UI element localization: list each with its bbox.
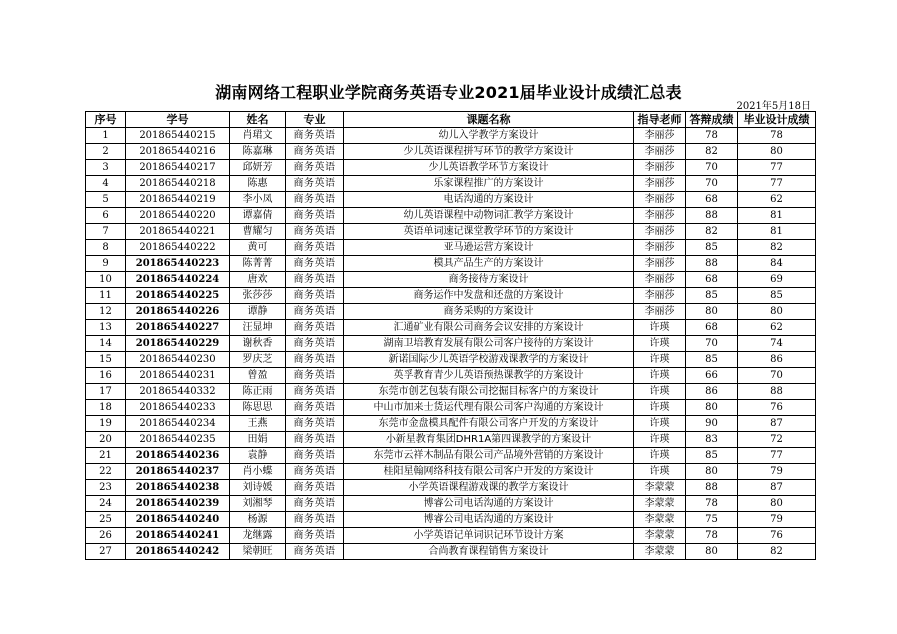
cell-advisor: 许瑛 bbox=[634, 448, 686, 464]
cell-no: 11 bbox=[86, 288, 126, 304]
table-row bbox=[86, 288, 816, 304]
cell-final-score: 78 bbox=[738, 128, 816, 144]
cell-defense-score: 85 bbox=[686, 352, 738, 368]
cell-student-id: 201865440219 bbox=[126, 192, 230, 208]
cell-defense-score: 68 bbox=[686, 272, 738, 288]
cell-topic: 汇通矿业有限公司商务会议安排的方案设计 bbox=[344, 320, 634, 336]
cell-student-id: 201865440215 bbox=[126, 128, 230, 144]
cell-advisor: 许瑛 bbox=[634, 400, 686, 416]
cell-major: 商务英语 bbox=[286, 208, 344, 224]
cell-student-id: 201865440227 bbox=[126, 320, 230, 336]
cell-name: 罗庆芝 bbox=[230, 352, 286, 368]
cell-name: 梁朝旺 bbox=[230, 544, 286, 560]
table-row bbox=[86, 496, 816, 512]
cell-no: 20 bbox=[86, 432, 126, 448]
cell-student-id: 201865440241 bbox=[126, 528, 230, 544]
cell-advisor: 李丽莎 bbox=[634, 272, 686, 288]
cell-no: 3 bbox=[86, 160, 126, 176]
col-header-name: 姓名 bbox=[230, 112, 286, 128]
cell-advisor: 李丽莎 bbox=[634, 144, 686, 160]
cell-no: 14 bbox=[86, 336, 126, 352]
cell-name: 王燕 bbox=[230, 416, 286, 432]
cell-topic: 少儿英语课程拼写环节的教学方案设计 bbox=[344, 144, 634, 160]
cell-student-id: 201865440226 bbox=[126, 304, 230, 320]
cell-topic: 东莞市创艺包装有限公司挖掘目标客户的方案设计 bbox=[344, 384, 634, 400]
col-header-student-id: 学号 bbox=[126, 112, 230, 128]
cell-advisor: 许瑛 bbox=[634, 336, 686, 352]
table-row bbox=[86, 176, 816, 192]
report-date: 2021年5月18日 bbox=[736, 101, 811, 112]
cell-name: 曹耀匀 bbox=[230, 224, 286, 240]
cell-major: 商务英语 bbox=[286, 464, 344, 480]
cell-name: 黄可 bbox=[230, 240, 286, 256]
cell-final-score: 82 bbox=[738, 240, 816, 256]
cell-final-score: 87 bbox=[738, 416, 816, 432]
cell-student-id: 201865440222 bbox=[126, 240, 230, 256]
table-row bbox=[86, 352, 816, 368]
table-row bbox=[86, 528, 816, 544]
cell-topic: 博睿公司电话沟通的方案设计 bbox=[344, 512, 634, 528]
cell-major: 商务英语 bbox=[286, 400, 344, 416]
table-row bbox=[86, 160, 816, 176]
cell-student-id: 201865440236 bbox=[126, 448, 230, 464]
page-title: 湖南网络工程职业学院商务英语专业2021届毕业设计成绩汇总表 bbox=[215, 83, 682, 102]
cell-student-id: 201865440238 bbox=[126, 480, 230, 496]
cell-final-score: 62 bbox=[738, 192, 816, 208]
cell-name: 陈正雨 bbox=[230, 384, 286, 400]
cell-advisor: 李蒙蒙 bbox=[634, 496, 686, 512]
cell-topic: 湖南卫培教育发展有限公司客户接待的方案设计 bbox=[344, 336, 634, 352]
cell-defense-score: 80 bbox=[686, 544, 738, 560]
cell-final-score: 77 bbox=[738, 160, 816, 176]
cell-name: 刘诗媛 bbox=[230, 480, 286, 496]
cell-advisor: 李丽莎 bbox=[634, 288, 686, 304]
cell-topic: 小学英语课程游戏课的教学方案设计 bbox=[344, 480, 634, 496]
cell-advisor: 许瑛 bbox=[634, 464, 686, 480]
table-row bbox=[86, 448, 816, 464]
cell-final-score: 84 bbox=[738, 256, 816, 272]
cell-defense-score: 80 bbox=[686, 400, 738, 416]
cell-no: 7 bbox=[86, 224, 126, 240]
cell-final-score: 76 bbox=[738, 400, 816, 416]
cell-defense-score: 75 bbox=[686, 512, 738, 528]
cell-name: 陈嘉琳 bbox=[230, 144, 286, 160]
cell-defense-score: 85 bbox=[686, 288, 738, 304]
cell-major: 商务英语 bbox=[286, 256, 344, 272]
cell-defense-score: 82 bbox=[686, 224, 738, 240]
cell-advisor: 李丽莎 bbox=[634, 224, 686, 240]
col-header-defense-score: 答辩成绩 bbox=[686, 112, 738, 128]
cell-no: 5 bbox=[86, 192, 126, 208]
cell-major: 商务英语 bbox=[286, 176, 344, 192]
cell-major: 商务英语 bbox=[286, 144, 344, 160]
cell-advisor: 许瑛 bbox=[634, 432, 686, 448]
cell-advisor: 李丽莎 bbox=[634, 176, 686, 192]
cell-no: 4 bbox=[86, 176, 126, 192]
table-row bbox=[86, 224, 816, 240]
cell-major: 商务英语 bbox=[286, 432, 344, 448]
cell-major: 商务英语 bbox=[286, 304, 344, 320]
cell-name: 刘湘琴 bbox=[230, 496, 286, 512]
cell-defense-score: 90 bbox=[686, 416, 738, 432]
cell-defense-score: 82 bbox=[686, 144, 738, 160]
cell-major: 商务英语 bbox=[286, 272, 344, 288]
cell-student-id: 201865440235 bbox=[126, 432, 230, 448]
cell-final-score: 86 bbox=[738, 352, 816, 368]
cell-student-id: 201865440218 bbox=[126, 176, 230, 192]
cell-advisor: 许瑛 bbox=[634, 384, 686, 400]
cell-advisor: 李丽莎 bbox=[634, 192, 686, 208]
cell-final-score: 74 bbox=[738, 336, 816, 352]
cell-topic: 电话沟通的方案设计 bbox=[344, 192, 634, 208]
cell-name: 汪显坤 bbox=[230, 320, 286, 336]
cell-name: 张莎莎 bbox=[230, 288, 286, 304]
cell-major: 商务英语 bbox=[286, 240, 344, 256]
cell-major: 商务英语 bbox=[286, 448, 344, 464]
cell-student-id: 201865440220 bbox=[126, 208, 230, 224]
cell-major: 商务英语 bbox=[286, 416, 344, 432]
cell-student-id: 201865440234 bbox=[126, 416, 230, 432]
cell-advisor: 许瑛 bbox=[634, 416, 686, 432]
cell-topic: 桂阳星翰网络科技有限公司客户开发的方案设计 bbox=[344, 464, 634, 480]
cell-topic: 商务接待方案设计 bbox=[344, 272, 634, 288]
cell-no: 13 bbox=[86, 320, 126, 336]
cell-no: 22 bbox=[86, 464, 126, 480]
cell-no: 23 bbox=[86, 480, 126, 496]
table-row bbox=[86, 384, 816, 400]
cell-major: 商务英语 bbox=[286, 224, 344, 240]
table-row bbox=[86, 512, 816, 528]
cell-no: 21 bbox=[86, 448, 126, 464]
cell-name: 李小凤 bbox=[230, 192, 286, 208]
cell-name: 陈思思 bbox=[230, 400, 286, 416]
table-row bbox=[86, 320, 816, 336]
cell-topic: 中山市加来士货运代理有限公司客户沟通的方案设计 bbox=[344, 400, 634, 416]
cell-defense-score: 68 bbox=[686, 192, 738, 208]
cell-student-id: 201865440239 bbox=[126, 496, 230, 512]
cell-topic: 幼儿入学教学方案设计 bbox=[344, 128, 634, 144]
cell-topic: 幼儿英语课程中动物词汇教学方案设计 bbox=[344, 208, 634, 224]
cell-no: 15 bbox=[86, 352, 126, 368]
cell-defense-score: 78 bbox=[686, 128, 738, 144]
cell-defense-score: 78 bbox=[686, 496, 738, 512]
cell-topic: 商务采购的方案设计 bbox=[344, 304, 634, 320]
cell-student-id: 201865440242 bbox=[126, 544, 230, 560]
cell-defense-score: 88 bbox=[686, 480, 738, 496]
cell-final-score: 80 bbox=[738, 144, 816, 160]
table-row bbox=[86, 304, 816, 320]
cell-topic: 小新星教育集团DHR1A第四课教学的方案设计 bbox=[344, 432, 634, 448]
cell-topic: 亚马逊运营方案设计 bbox=[344, 240, 634, 256]
cell-topic: 英孚教育青少儿英语预热课教学的方案设计 bbox=[344, 368, 634, 384]
cell-major: 商务英语 bbox=[286, 496, 344, 512]
cell-defense-score: 70 bbox=[686, 336, 738, 352]
cell-student-id: 201865440332 bbox=[126, 384, 230, 400]
cell-name: 邱妍芳 bbox=[230, 160, 286, 176]
cell-topic: 英语单词速记课堂教学环节的方案设计 bbox=[344, 224, 634, 240]
cell-final-score: 79 bbox=[738, 512, 816, 528]
cell-name: 唐欢 bbox=[230, 272, 286, 288]
cell-no: 12 bbox=[86, 304, 126, 320]
cell-final-score: 87 bbox=[738, 480, 816, 496]
cell-name: 杨源 bbox=[230, 512, 286, 528]
cell-student-id: 201865440233 bbox=[126, 400, 230, 416]
table-row bbox=[86, 368, 816, 384]
table-row bbox=[86, 192, 816, 208]
cell-name: 肖珺文 bbox=[230, 128, 286, 144]
cell-final-score: 72 bbox=[738, 432, 816, 448]
cell-student-id: 201865440221 bbox=[126, 224, 230, 240]
cell-major: 商务英语 bbox=[286, 352, 344, 368]
cell-final-score: 62 bbox=[738, 320, 816, 336]
cell-final-score: 82 bbox=[738, 544, 816, 560]
cell-student-id: 201865440231 bbox=[126, 368, 230, 384]
cell-no: 18 bbox=[86, 400, 126, 416]
cell-student-id: 201865440229 bbox=[126, 336, 230, 352]
cell-advisor: 李丽莎 bbox=[634, 208, 686, 224]
cell-no: 1 bbox=[86, 128, 126, 144]
table-row bbox=[86, 144, 816, 160]
cell-advisor: 李丽莎 bbox=[634, 128, 686, 144]
cell-major: 商务英语 bbox=[286, 544, 344, 560]
grades-table bbox=[85, 111, 816, 560]
cell-final-score: 76 bbox=[738, 528, 816, 544]
table-row bbox=[86, 544, 816, 560]
cell-no: 24 bbox=[86, 496, 126, 512]
cell-defense-score: 70 bbox=[686, 176, 738, 192]
cell-defense-score: 66 bbox=[686, 368, 738, 384]
cell-major: 商务英语 bbox=[286, 288, 344, 304]
cell-defense-score: 88 bbox=[686, 208, 738, 224]
cell-topic: 合尚教育课程销售方案设计 bbox=[344, 544, 634, 560]
cell-defense-score: 83 bbox=[686, 432, 738, 448]
col-header-major: 专业 bbox=[286, 112, 344, 128]
cell-name: 陈菁菁 bbox=[230, 256, 286, 272]
cell-no: 26 bbox=[86, 528, 126, 544]
table-row bbox=[86, 128, 816, 144]
cell-name: 陈惠 bbox=[230, 176, 286, 192]
cell-major: 商务英语 bbox=[286, 480, 344, 496]
cell-student-id: 201865440225 bbox=[126, 288, 230, 304]
cell-student-id: 201865440217 bbox=[126, 160, 230, 176]
cell-topic: 东莞市金盘模具配件有限公司客户开发的方案设计 bbox=[344, 416, 634, 432]
cell-topic: 商务运作中发盘和还盘的方案设计 bbox=[344, 288, 634, 304]
table-row bbox=[86, 240, 816, 256]
cell-advisor: 李蒙蒙 bbox=[634, 528, 686, 544]
cell-final-score: 88 bbox=[738, 384, 816, 400]
cell-final-score: 77 bbox=[738, 176, 816, 192]
table-row bbox=[86, 432, 816, 448]
cell-name: 谭嘉倩 bbox=[230, 208, 286, 224]
cell-no: 25 bbox=[86, 512, 126, 528]
cell-defense-score: 78 bbox=[686, 528, 738, 544]
cell-final-score: 80 bbox=[738, 304, 816, 320]
cell-final-score: 81 bbox=[738, 208, 816, 224]
cell-no: 27 bbox=[86, 544, 126, 560]
cell-major: 商务英语 bbox=[286, 384, 344, 400]
cell-no: 9 bbox=[86, 256, 126, 272]
cell-final-score: 77 bbox=[738, 448, 816, 464]
col-header-advisor: 指导老师 bbox=[634, 112, 686, 128]
col-header-final-score: 毕业设计成绩 bbox=[738, 112, 816, 128]
cell-advisor: 许瑛 bbox=[634, 352, 686, 368]
cell-final-score: 81 bbox=[738, 224, 816, 240]
cell-advisor: 许瑛 bbox=[634, 368, 686, 384]
cell-final-score: 85 bbox=[738, 288, 816, 304]
cell-topic: 小学英语记单词识记环节设计方案 bbox=[344, 528, 634, 544]
cell-no: 10 bbox=[86, 272, 126, 288]
cell-name: 田娟 bbox=[230, 432, 286, 448]
cell-major: 商务英语 bbox=[286, 320, 344, 336]
cell-major: 商务英语 bbox=[286, 128, 344, 144]
cell-no: 6 bbox=[86, 208, 126, 224]
col-header-topic: 课题名称 bbox=[344, 112, 634, 128]
cell-name: 谭静 bbox=[230, 304, 286, 320]
cell-name: 肖小蝶 bbox=[230, 464, 286, 480]
cell-advisor: 李丽莎 bbox=[634, 304, 686, 320]
cell-defense-score: 80 bbox=[686, 464, 738, 480]
cell-defense-score: 88 bbox=[686, 256, 738, 272]
cell-major: 商务英语 bbox=[286, 336, 344, 352]
cell-defense-score: 68 bbox=[686, 320, 738, 336]
cell-topic: 模具产品生产的方案设计 bbox=[344, 256, 634, 272]
cell-advisor: 李蒙蒙 bbox=[634, 480, 686, 496]
cell-no: 16 bbox=[86, 368, 126, 384]
cell-defense-score: 86 bbox=[686, 384, 738, 400]
cell-name: 谢秋香 bbox=[230, 336, 286, 352]
cell-student-id: 201865440230 bbox=[126, 352, 230, 368]
cell-advisor: 李蒙蒙 bbox=[634, 544, 686, 560]
cell-advisor: 李丽莎 bbox=[634, 240, 686, 256]
cell-topic: 新诺国际少儿英语学校游戏课教学的方案设计 bbox=[344, 352, 634, 368]
cell-defense-score: 80 bbox=[686, 304, 738, 320]
table-header-row bbox=[86, 112, 816, 128]
table-row bbox=[86, 256, 816, 272]
cell-major: 商务英语 bbox=[286, 528, 344, 544]
cell-student-id: 201865440223 bbox=[126, 256, 230, 272]
cell-student-id: 201865440240 bbox=[126, 512, 230, 528]
table-row bbox=[86, 336, 816, 352]
cell-major: 商务英语 bbox=[286, 368, 344, 384]
cell-topic: 博睿公司电话沟通的方案设计 bbox=[344, 496, 634, 512]
cell-student-id: 201865440224 bbox=[126, 272, 230, 288]
cell-topic: 少儿英语教学环节方案设计 bbox=[344, 160, 634, 176]
cell-name: 袁静 bbox=[230, 448, 286, 464]
cell-no: 19 bbox=[86, 416, 126, 432]
table-row bbox=[86, 400, 816, 416]
cell-topic: 东莞市云祥木制品有限公司产品境外营销的方案设计 bbox=[344, 448, 634, 464]
cell-major: 商务英语 bbox=[286, 512, 344, 528]
cell-major: 商务英语 bbox=[286, 160, 344, 176]
cell-advisor: 李蒙蒙 bbox=[634, 512, 686, 528]
cell-major: 商务英语 bbox=[286, 192, 344, 208]
cell-no: 2 bbox=[86, 144, 126, 160]
cell-final-score: 80 bbox=[738, 496, 816, 512]
cell-advisor: 李丽莎 bbox=[634, 256, 686, 272]
cell-name: 曾盈 bbox=[230, 368, 286, 384]
table-row bbox=[86, 416, 816, 432]
cell-final-score: 79 bbox=[738, 464, 816, 480]
cell-name: 龙继露 bbox=[230, 528, 286, 544]
col-header-no: 序号 bbox=[86, 112, 126, 128]
cell-topic: 乐家课程推广的方案设计 bbox=[344, 176, 634, 192]
table-row bbox=[86, 464, 816, 480]
cell-student-id: 201865440237 bbox=[126, 464, 230, 480]
cell-advisor: 许瑛 bbox=[634, 320, 686, 336]
cell-no: 8 bbox=[86, 240, 126, 256]
table-row bbox=[86, 480, 816, 496]
cell-defense-score: 70 bbox=[686, 160, 738, 176]
cell-defense-score: 85 bbox=[686, 240, 738, 256]
cell-advisor: 李丽莎 bbox=[634, 160, 686, 176]
table-row bbox=[86, 272, 816, 288]
cell-final-score: 70 bbox=[738, 368, 816, 384]
cell-no: 17 bbox=[86, 384, 126, 400]
cell-student-id: 201865440216 bbox=[126, 144, 230, 160]
cell-defense-score: 85 bbox=[686, 448, 738, 464]
table-row bbox=[86, 208, 816, 224]
cell-final-score: 69 bbox=[738, 272, 816, 288]
